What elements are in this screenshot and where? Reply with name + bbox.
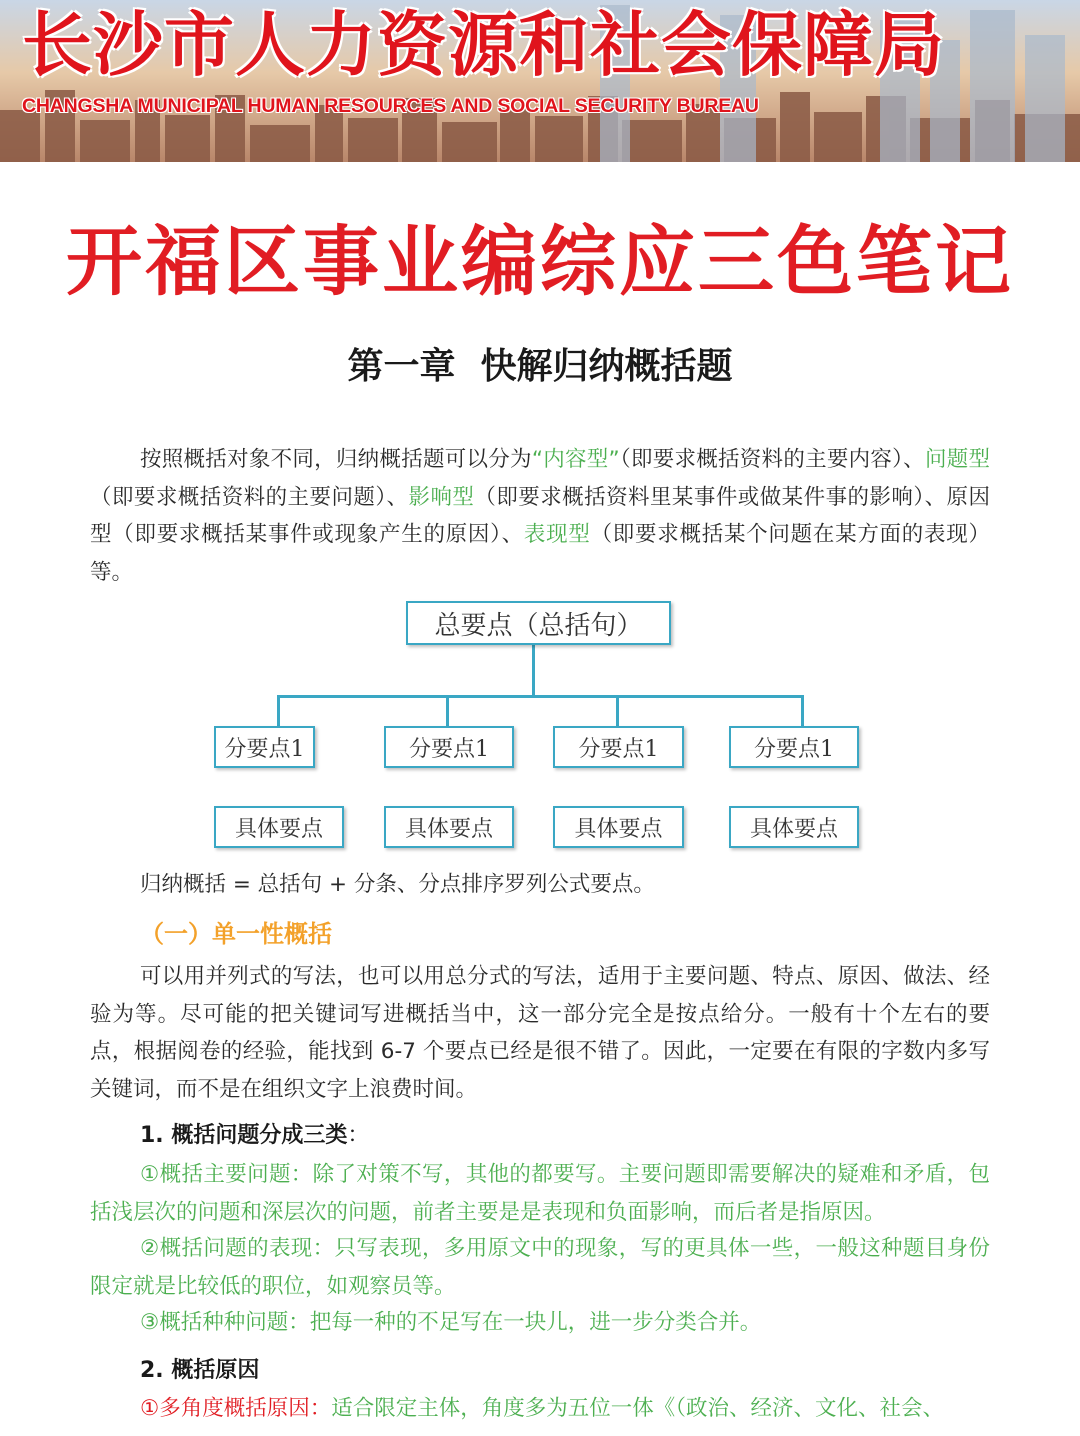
intro-text-2: （即要求概括资料的主要内容）、 xyxy=(619,447,925,472)
subheading-causes: 2. 概括原因 xyxy=(140,1358,260,1383)
diagram-sub-point-3: 分要点1 xyxy=(553,726,684,768)
intro-text-5: （即要求概括某个问题在某方面的表现）等。 xyxy=(90,522,990,585)
connector-branch-2 xyxy=(446,695,449,727)
header-banner xyxy=(0,0,1080,162)
connector-branch-4 xyxy=(801,695,804,727)
chapter-title: 第一章 快解归纳概括题 xyxy=(347,346,733,387)
problem-type-item-1: ①概括主要问题：除了对策不写，其他的都要写。主要问题即需要解决的疑难和矛盾，包括浅层次的问题和深层次的问题，前者主要是是表现和负面影响，而后者是指原因。 xyxy=(90,1162,990,1225)
bureau-name-english: CHANGSHA MUNICIPAL HUMAN RESOURCES AND SOCIAL SECURITY BUREAU xyxy=(22,95,759,117)
intro-text-4: （即要求概括资料里某事件或做某件事的影响）、原因型（即要求概括某事件或现象产生的原因）、 xyxy=(90,484,990,547)
problem-type-item-2: ②概括问题的表现：只写表现，多用原文中的现象，写的更具体一些，一般这种题目身份限定就是比较低的职位，如观察员等。 xyxy=(90,1236,990,1299)
intro-text-3: （即要求概括资料的主要问题）、 xyxy=(90,484,409,510)
cause-item-text: 适合限定主体，角度多为五位一体《（政治、经济、文化、社会、 xyxy=(331,1396,945,1421)
diagram-sub-point-1: 分要点1 xyxy=(214,726,315,768)
subheading-colon: ： xyxy=(347,1123,370,1148)
diagram-sub-point-4: 分要点1 xyxy=(729,726,859,768)
diagram-detail-1: 具体要点 xyxy=(214,806,344,848)
formula-text: 归纳概括 = 总括句 + 分条、分点排序罗列公式要点。 xyxy=(140,872,655,897)
cause-item-label: ①多角度概括原因： xyxy=(140,1396,332,1421)
intro-type-problem: 问题型 xyxy=(924,447,990,472)
connector-branch-1 xyxy=(277,695,280,727)
diagram-detail-2: 具体要点 xyxy=(384,806,514,848)
connector-vertical-root xyxy=(532,643,535,697)
bureau-name-chinese: 长沙市人力资源和社会保障局 xyxy=(22,4,945,86)
intro-type-content: “内容型” xyxy=(531,447,620,472)
intro-paragraph xyxy=(90,441,990,591)
problem-type-item-3: ③概括种种问题：把每一种的不足写在一块儿，进一步分类合并。 xyxy=(140,1310,762,1335)
intro-type-impact: 影响型 xyxy=(408,484,475,510)
subheading-problem-types xyxy=(140,1119,369,1153)
intro-text-1: 按照概括对象不同，归纳概括题可以分为 xyxy=(140,447,532,472)
diagram-detail-3: 具体要点 xyxy=(553,806,684,848)
diagram-sub-point-2: 分要点1 xyxy=(384,726,514,768)
intro-type-manifestation: 表现型 xyxy=(523,522,591,547)
diagram-detail-4: 具体要点 xyxy=(729,806,859,848)
diagram-root-box: 总要点（总括句） xyxy=(406,601,671,645)
connector-horizontal xyxy=(277,695,804,698)
section1-paragraph: 可以用并列式的写法，也可以用总分式的写法，适用于主要问题、特点、原因、做法、经验为等。尽可能的把关键词写进概括当中，这一部分完全是按点给分。一般有十个左右的要点，根据阅卷的经验，能找到 6-7 个要点已经是很不错了。因此，一定要在有限的字数内多写关键词，而不是在组织文字上浪费时间。 xyxy=(90,964,990,1102)
cause-item-1 xyxy=(90,1390,990,1428)
section-heading-single-summary: （一）单一性概括 xyxy=(140,920,332,948)
page-title: 开福区事业编综应三色笔记 xyxy=(66,217,1014,306)
subheading-problem-types-text: 1. 概括问题分成三类 xyxy=(140,1123,348,1148)
connector-branch-3 xyxy=(616,695,619,727)
